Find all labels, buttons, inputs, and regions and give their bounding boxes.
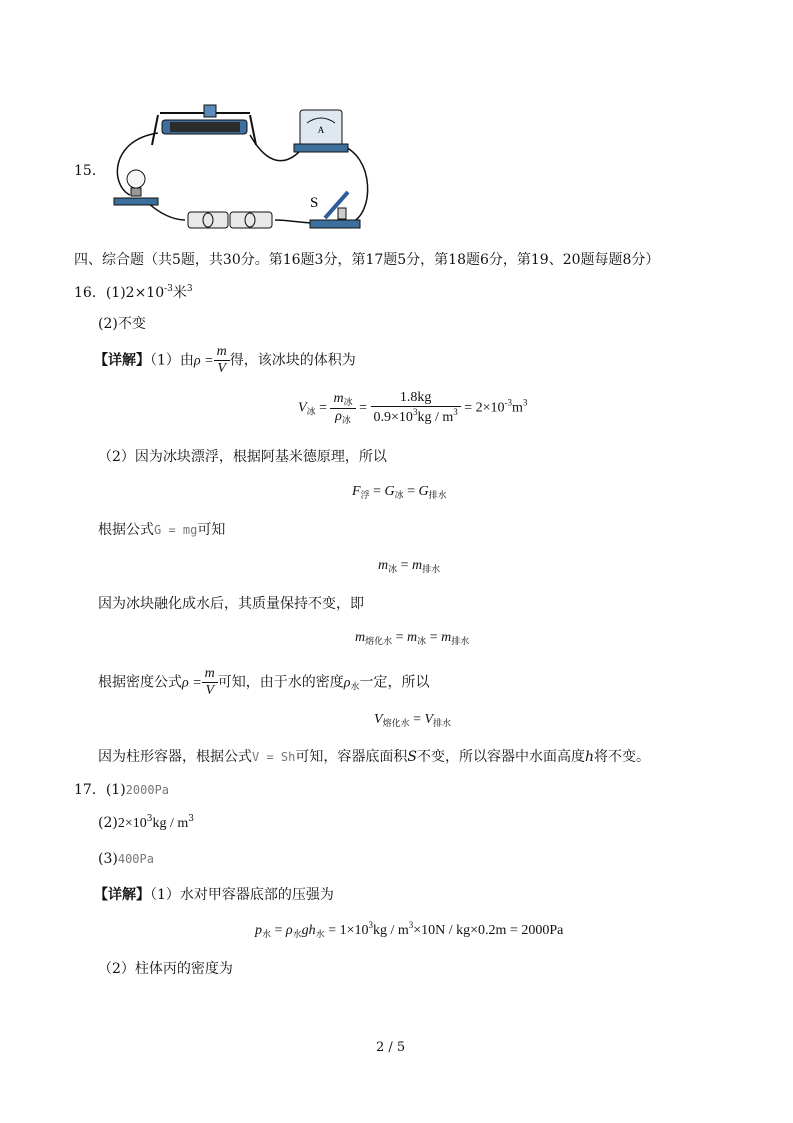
- ammeter-icon: [294, 110, 348, 152]
- q16-detail-6: 因为柱形容器，根据公式V = Sh可知，容器底面积S不变，所以容器中水面高度h将不变。: [98, 749, 650, 765]
- q16-eq-buoyancy: $F_浮 = G_冰 = G_{排水}$: [352, 484, 447, 500]
- circuit-diagram: [100, 95, 375, 240]
- q16-answer-2: (2)不变: [98, 316, 146, 332]
- q17-detail-2: （2）柱体丙的密度为: [98, 961, 233, 977]
- q17-eq-pressure: $p_水 = \rho_水gh_水 = 1\times 10^3kg / m^3\times 10N / kg\times 0.2m = 2000Pa$: [255, 920, 564, 939]
- q16-answer-1: 16．$(1)2\times 10^{-3}$米$^3$: [74, 284, 193, 301]
- q16-detail-3: 根据公式G = mg可知: [98, 522, 226, 538]
- q16-eq-volume-melt: $V_{熔化水} = V_{排水}$: [374, 712, 452, 728]
- q16-detail-2: （2）因为冰块漂浮，根据阿基米德原理，所以: [98, 449, 387, 465]
- q16-eq-volume: $V_冰$ = $\frac{m_冰}{\rho_冰}$ = $\frac{1.8kg}{0.9\times 10^3kg / m^3}$ = $2\times 10^{-3}m^3$: [298, 390, 528, 426]
- q17-answer-2: $(2)2\times 10^3kg / m^3$: [98, 814, 194, 831]
- q16-detail-1: 【详解】（1）由ρ = $\frac{m}{V}$ 得，该冰块的体积为: [94, 344, 356, 377]
- q17-detail-1: 【详解】（1）水对甲容器底部的压强为: [94, 887, 334, 903]
- bulb-icon: [114, 170, 158, 205]
- rheostat-icon: [152, 105, 256, 145]
- battery-icon: [188, 212, 272, 228]
- q16-eq-mass: $m_冰 = m_{排水}$: [378, 558, 441, 574]
- q16-detail-5: 根据密度公式ρ = $\frac{m}{V}$ 可知，由于水的密度$\rho_水$一定，所以: [98, 666, 430, 699]
- ammeter-label: A: [317, 125, 325, 135]
- section-title: 四、综合题（共5题，共30分。第16题3分，第17题5分，第18题6分，第19、20题每题8分）: [74, 252, 660, 268]
- q16-detail-4: 因为冰块融化成水后，其质量保持不变，即: [98, 596, 364, 612]
- switch-icon: [310, 192, 360, 228]
- page-number: 2 / 5: [376, 1040, 406, 1055]
- switch-label: S: [310, 195, 319, 211]
- q16-eq-mass-melt: $m_{熔化水} = m_冰 = m_{排水}$: [355, 630, 470, 646]
- q15-number: 15．: [74, 163, 106, 179]
- q17-answer-1: 17．(1)2000Pa: [74, 782, 170, 798]
- q17-answer-3: (3)400Pa: [98, 851, 154, 867]
